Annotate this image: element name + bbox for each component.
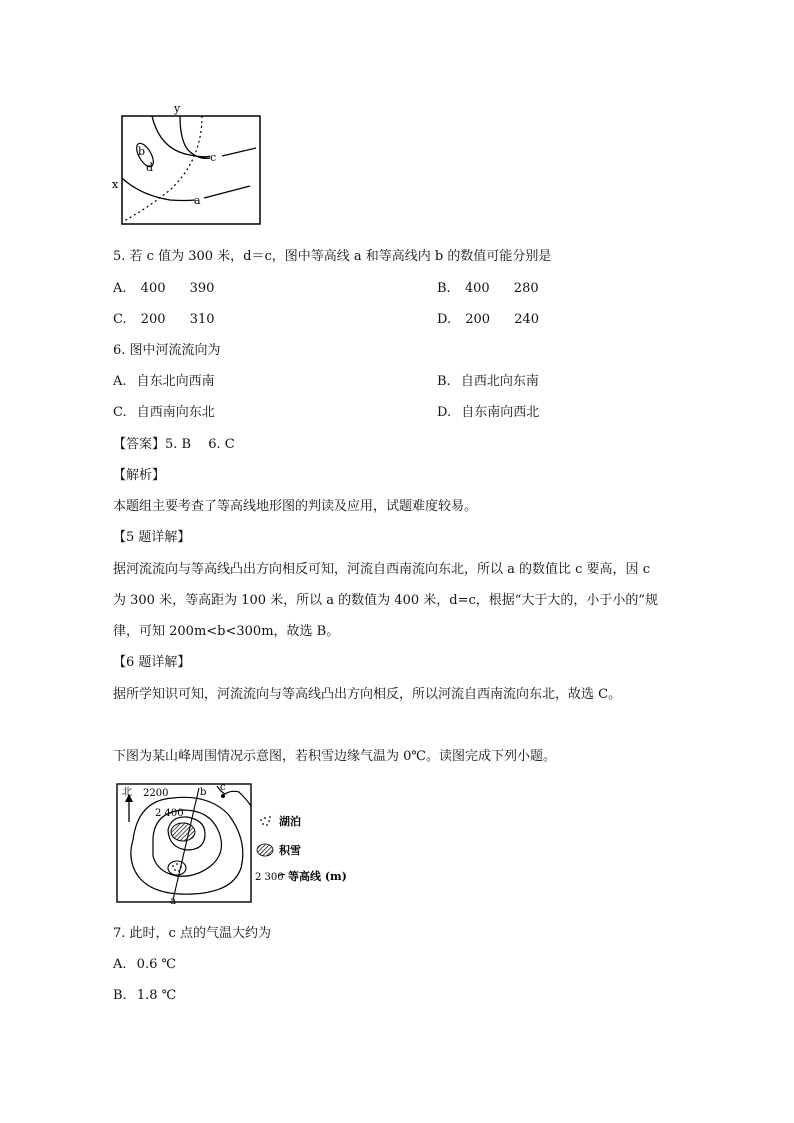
point-c-marker: [221, 794, 225, 798]
detail5-line3: 律，可知 200m<b<300m，故选 B。: [113, 624, 340, 639]
analysis-text: 本题组主要考查了等高线地形图的判读及应用，试题难度较易。: [113, 499, 478, 514]
option-text: 0.6 ℃: [136, 957, 177, 972]
contour-a-extension: [204, 186, 250, 198]
option-letter: A.: [113, 957, 127, 972]
option-value-2: 390: [189, 281, 215, 296]
legend-lake-icon: [260, 816, 271, 826]
option-letter: B.: [437, 374, 451, 389]
map2-frame: [117, 784, 251, 902]
option-text: 自西北向东南: [460, 374, 539, 389]
q5-stem: 5. 若 c 值为 300 米，d＝c，图中等高线 a 和等高线内 b 的数值可能分别是: [113, 249, 552, 264]
answer-text: 5. B 6. C: [165, 437, 235, 452]
option-text: 自东北向西南: [136, 374, 215, 389]
q6-stem: 6. 图中河流流向为: [113, 343, 221, 358]
option-letter: A.: [113, 374, 127, 389]
legend-contour-label: 等高线 (m): [288, 870, 347, 883]
option-letter: B.: [437, 281, 451, 296]
label-x: x: [112, 178, 119, 191]
option-value-1: 200: [140, 312, 166, 327]
lake-area: [168, 861, 186, 875]
q5-option-c[interactable]: [113, 311, 215, 329]
q7-option-b[interactable]: [113, 987, 176, 1005]
detail5-line1: 据河流流向与等高线凸出方向相反可知，河流自西南流向东北，所以 a 的数值比 c 要高，因 c: [113, 562, 650, 577]
river-dotted-line: [122, 116, 202, 222]
option-text: 1.8 ℃: [136, 988, 177, 1003]
q5-option-d[interactable]: [437, 311, 539, 329]
label-north: 北: [122, 787, 132, 798]
option-text: 自东南向西北: [461, 405, 540, 420]
option-letter: D.: [437, 405, 452, 420]
section-line-ab: [173, 788, 199, 900]
label-c2: c: [220, 782, 226, 793]
q5-option-a[interactable]: [113, 280, 214, 298]
label-2400: 2 400: [155, 808, 184, 819]
figure-contour-map-1: [110, 100, 270, 230]
label-y: y: [174, 102, 181, 115]
option-value-2: 240: [514, 312, 540, 327]
q6-option-b[interactable]: [437, 373, 539, 391]
intro-text: 下图为某山峰周围情况示意图，若积雪边缘气温为 0℃。读图完成下列小题。: [113, 749, 556, 764]
q5-option-b[interactable]: [437, 280, 539, 298]
label-d: d: [146, 161, 154, 174]
mountain-map-svg: [113, 780, 353, 905]
answer-line: [113, 436, 235, 454]
option-value-2: 310: [189, 312, 215, 327]
legend-lake-label: 湖泊: [279, 815, 301, 828]
option-letter: C.: [113, 405, 127, 420]
q6-option-a[interactable]: [113, 373, 215, 391]
snow-patch: [171, 823, 195, 841]
legend-snow-icon: [257, 844, 273, 856]
detail6-label: 【6 题详解】: [113, 655, 191, 670]
legend-snow-label: 积雪: [279, 844, 301, 857]
label-2200: 2200: [143, 788, 169, 799]
option-letter: B.: [113, 988, 127, 1003]
q6-option-d[interactable]: [437, 404, 539, 422]
option-value-1: 200: [465, 312, 491, 327]
detail5-line2: 为 300 米，等高距为 100 米，所以 a 的数值为 400 米，d=c，根据“大于大的，小于小的”规: [113, 593, 659, 608]
legend-contour-value: 2 300: [255, 872, 284, 883]
map-frame: [122, 116, 260, 224]
option-value-2: 280: [513, 281, 539, 296]
label-a2: a: [170, 896, 176, 905]
detail6-text: 据所学知识可知，河流流向与等高线凸出方向相反，所以河流自西南流向东北，故选 C。: [113, 687, 622, 702]
detail5-label: 【5 题详解】: [113, 530, 191, 545]
contour-2300: [153, 810, 222, 876]
contour-a-curve: [122, 178, 195, 201]
option-value-1: 400: [140, 281, 166, 296]
q7-option-a[interactable]: [113, 956, 176, 974]
analysis-label: 【解析】: [113, 468, 166, 483]
label-a: a: [194, 194, 201, 207]
q7-stem: 7. 此时，c 点的气温大约为: [113, 926, 271, 941]
option-letter: D.: [437, 312, 452, 327]
contour-2200: [131, 797, 243, 894]
option-value-1: 400: [464, 281, 490, 296]
label-b2: b: [200, 787, 207, 798]
label-b: b: [138, 145, 146, 158]
option-letter: A.: [113, 281, 127, 296]
answer-label: 【答案】: [113, 437, 166, 452]
contour-c-curve: [180, 116, 210, 158]
contour-c-extension: [222, 148, 256, 156]
q6-option-c[interactable]: [113, 404, 215, 422]
option-letter: C.: [113, 312, 127, 327]
option-text: 自西南向东北: [136, 405, 215, 420]
label-c: c: [210, 151, 217, 164]
contour-map-1-svg: [110, 100, 270, 230]
figure-mountain-map: [113, 780, 353, 905]
